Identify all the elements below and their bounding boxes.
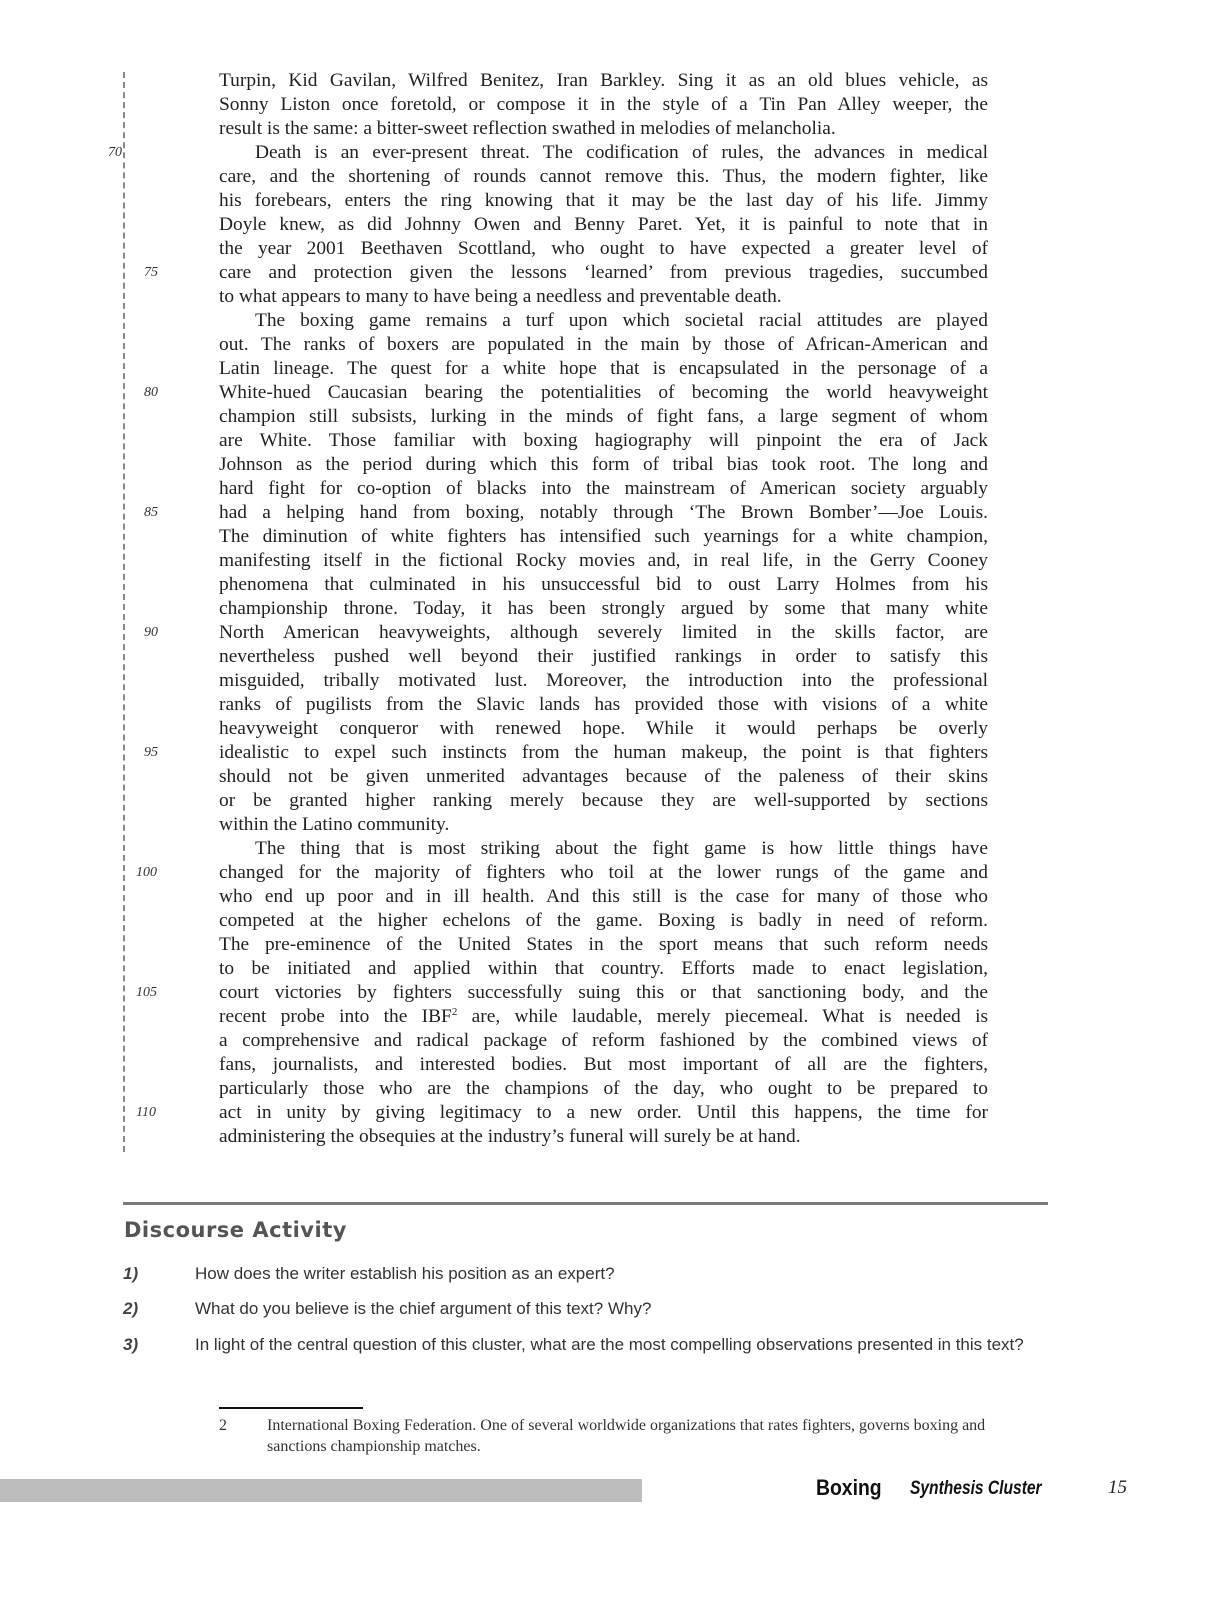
question-number: 2) [123, 1299, 139, 1318]
article-line [219, 1077, 988, 1101]
article-line [219, 1005, 988, 1029]
article-line [136, 1101, 988, 1125]
article-line [219, 309, 988, 333]
article-line [219, 405, 988, 429]
line-text: out. The ranks of boxers are populated in the main by those of African-American and [219, 334, 988, 355]
article-line [219, 189, 988, 213]
footer-bar [0, 1479, 642, 1502]
line-text: Johnson as the period during which this form of tribal bias took root. The long and [219, 454, 988, 475]
line-number: 110 [136, 1105, 156, 1120]
article-line [219, 765, 988, 789]
article-line [144, 741, 988, 765]
line-text: Death is an ever-present threat. The codification of rules, the advances in medical [255, 142, 988, 163]
article-line [219, 645, 988, 669]
article-line [136, 981, 988, 1005]
line-text: administering the obsequies at the industry’s funeral will surely be at hand. [219, 1126, 801, 1147]
line-number: 80 [144, 385, 158, 400]
line-text: had a helping hand from boxing, notably through ‘The Brown Bomber’—Joe Louis. [219, 502, 988, 523]
line-text: court victories by fighters successfully suing this or that sanctioning body, and the [219, 982, 988, 1003]
line-text: recent probe into the IBF [219, 1006, 452, 1027]
line-text: The diminution of white fighters has intensified such yearnings for a white champion, [219, 526, 988, 547]
article-line [219, 573, 988, 597]
footer-section-subtitle: Synthesis Cluster [910, 1478, 1042, 1499]
article-line [219, 885, 988, 909]
line-text: the year 2001 Beethaven Scottland, who ought to have expected a greater level of [219, 238, 988, 259]
line-text: or be granted higher ranking merely because they are well-supported by sections [219, 790, 988, 811]
article-line [219, 165, 988, 189]
article-line [219, 789, 988, 813]
article-line [219, 333, 988, 357]
article-line [219, 525, 988, 549]
article-line [219, 1053, 988, 1077]
article-line [144, 621, 988, 645]
line-text: The boxing game remains a turf upon which societal racial attitudes are played [255, 310, 988, 331]
footer-section-title: Boxing [816, 1475, 882, 1500]
article-line [219, 453, 988, 477]
line-text: nevertheless pushed well beyond their justified rankings in order to satisfy this [219, 646, 988, 667]
footnote-text: International Boxing Federation. One of several worldwide organizations that rates fighters, governs boxing and sanctions championship matches. [267, 1417, 986, 1455]
line-number: 95 [144, 745, 158, 760]
line-text: heavyweight conqueror with renewed hope. While it would perhaps be overly [219, 718, 988, 739]
footnote-rule [219, 1407, 363, 1409]
article-line [144, 501, 988, 525]
line-text: fans, journalists, and interested bodies. But most important of all are the fighters, [219, 1054, 988, 1075]
question-text: What do you believe is the chief argument of this text? Why? [195, 1299, 652, 1318]
article-line [219, 933, 988, 957]
line-text: champion still subsists, lurking in the minds of fight fans, a large segment of whom [219, 406, 988, 427]
article-line [219, 285, 988, 309]
page-number: 15 [1108, 1477, 1127, 1498]
line-number: 90 [144, 625, 158, 640]
article-line [108, 141, 988, 165]
discourse-activity-heading: Discourse Activity [124, 1218, 347, 1242]
line-text: act in unity by giving legitimacy to a new order. Until this happens, the time for [219, 1102, 988, 1123]
line-text: his forebears, enters the ring knowing that it may be the last day of his life. Jimmy [219, 190, 988, 211]
line-text: manifesting itself in the fictional Rocky movies and, in real life, in the Gerry Cooney [219, 550, 988, 571]
line-number: 105 [136, 985, 157, 1000]
section-divider [123, 1202, 1048, 1205]
article-line [219, 909, 988, 933]
line-text: The pre-eminence of the United States in the sport means that such reform needs [219, 934, 988, 955]
footnote-reference[interactable]: 2 [451, 1006, 458, 1018]
line-text: to what appears to many to have being a needless and preventable death. [219, 286, 782, 307]
footnote-number: 2 [219, 1417, 227, 1434]
article-line [219, 597, 988, 621]
line-text: misguided, tribally motivated lust. Moreover, the introduction into the professional [219, 670, 988, 691]
line-text: result is the same: a bitter-sweet reflection swathed in melodies of melancholia. [219, 118, 836, 139]
article-line [219, 1029, 988, 1053]
line-text: particularly those who are the champions of the day, who ought to be prepared to [219, 1078, 988, 1099]
line-text: are, while laudable, merely piecemeal. What is needed is [457, 1006, 989, 1027]
line-text: hard fight for co-option of blacks into the mainstream of American society arguably [219, 478, 988, 499]
line-text: should not be given unmerited advantages because of the paleness of their skins [219, 766, 988, 787]
line-text: who end up poor and in ill health. And this still is the case for many of those who [219, 886, 988, 907]
question-number: 3) [123, 1335, 139, 1354]
article-line [219, 957, 988, 981]
article-line [144, 381, 988, 405]
line-text: North American heavyweights, although severely limited in the skills factor, are [219, 622, 988, 643]
line-text: ranks of pugilists from the Slavic lands has provided those with visions of a white [219, 694, 988, 715]
article-line [219, 693, 988, 717]
line-number: 70 [108, 145, 122, 160]
line-text: Sonny Liston once foretold, or compose it in the style of a Tin Pan Alley weeper, the [219, 94, 988, 115]
article-line [219, 477, 988, 501]
article-line [219, 717, 988, 741]
line-text: Doyle knew, as did Johnny Owen and Benny Paret. Yet, it is painful to note that in [219, 214, 988, 235]
line-text: Turpin, Kid Gavilan, Wilfred Benitez, Iran Barkley. Sing it as an old blues vehicle, as [219, 70, 988, 91]
article-line [219, 1125, 988, 1149]
line-text: to be initiated and applied within that country. Efforts made to enact legislation, [219, 958, 988, 979]
article-line [219, 549, 988, 573]
line-number: 100 [136, 865, 157, 880]
line-text: a comprehensive and radical package of reform fashioned by the combined views of [219, 1030, 988, 1051]
article-line [144, 261, 988, 285]
article-line [219, 837, 988, 861]
line-text: care and protection given the lessons ‘learned’ from previous tragedies, succumbed [219, 262, 988, 283]
article-line [219, 213, 988, 237]
article-line [219, 357, 988, 381]
article-line [136, 861, 988, 885]
line-text: championship throne. Today, it has been strongly argued by some that many white [219, 598, 988, 619]
line-text: Latin lineage. The quest for a white hope that is encapsulated in the personage of a [219, 358, 988, 379]
line-text: care, and the shortening of rounds cannot remove this. Thus, the modern fighter, like [219, 166, 988, 187]
line-number: 85 [144, 505, 158, 520]
article-line [219, 93, 988, 117]
article-line [219, 237, 988, 261]
line-text: within the Latino community. [219, 814, 450, 835]
article-line [219, 69, 988, 93]
article-line [219, 117, 988, 141]
article-body [108, 69, 989, 1149]
line-number: 75 [144, 265, 158, 280]
line-text: phenomena that culminated in his unsuccessful bid to oust Larry Holmes from his [219, 574, 988, 595]
line-text: are White. Those familiar with boxing hagiography will pinpoint the era of Jack [219, 430, 988, 451]
article-line [219, 813, 988, 837]
article-line [219, 669, 988, 693]
line-text: idealistic to expel such instincts from the human makeup, the point is that fighters [219, 742, 988, 763]
line-text: changed for the majority of fighters who toil at the lower rungs of the game and [219, 862, 988, 883]
line-text: competed at the higher echelons of the game. Boxing is badly in need of reform. [219, 910, 988, 931]
article-line [219, 429, 988, 453]
question-number: 1) [123, 1264, 139, 1283]
margin-line-rule [123, 72, 125, 1152]
line-text: White-hued Caucasian bearing the potentialities of becoming the world heavyweight [219, 382, 988, 403]
question-text: In light of the central question of this cluster, what are the most compelling observations presented in this text? [195, 1335, 1024, 1354]
question-text: How does the writer establish his position as an expert? [195, 1264, 615, 1283]
line-text: The thing that is most striking about the fight game is how little things have [255, 838, 988, 859]
